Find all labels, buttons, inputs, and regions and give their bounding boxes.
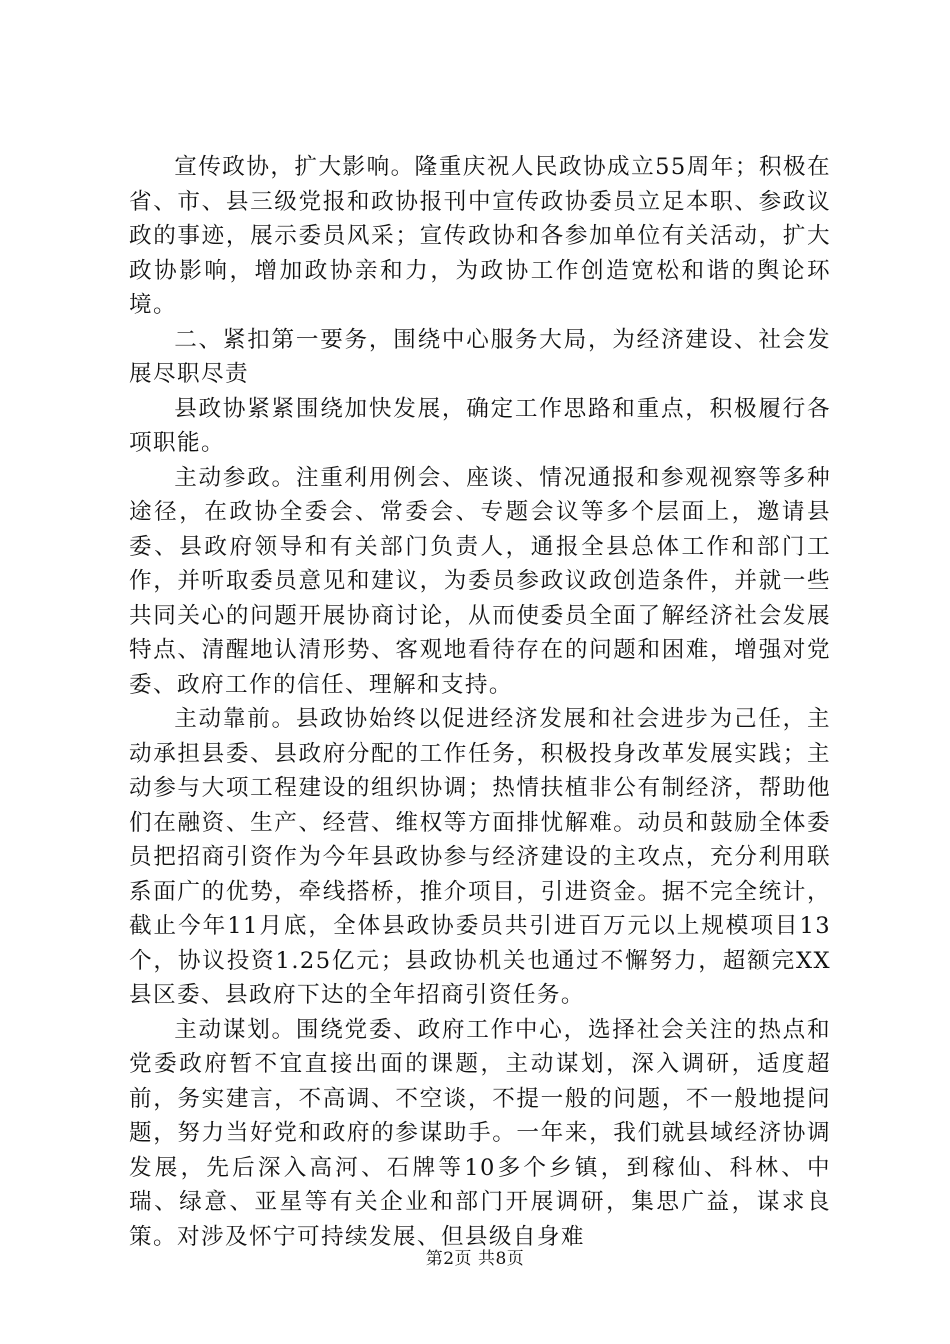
page-footer: 第2页 共8页: [425, 1249, 525, 1269]
paragraph-active-planning: 主动谋划。围绕党委、政府工作中心，选择社会关注的热点和党委政府暂不宜直接出面的课题，主动谋划，深入调研，适度超前，务实建言，不高调、不空谈，不提一般的问题，不一般地提问题，努力当好党和政府的参谋助手。一年来，我们就县域经济协调发展，先后深入高河、石牌等10多个乡镇，到稼仙、科林、中瑞、绿意、亚星等有关企业和部门开展调研，集思广益，谋求良策。对涉及怀宁可持续发展、但县级自身难: [129, 1016, 831, 1250]
paragraph-active-forward: 主动靠前。县政协始终以促进经济发展和社会进步为己任，主动承担县委、县政府分配的工作任务，积极投身改革发展实践；主动参与大项工程建设的组织协调；热情扶植非公有制经济，帮助他们在融资、生产、经营、维权等方面排忧解难。动员和鼓励全体委员把招商引资作为今年县政协参与经济建设的主攻点，充分利用联系面广的优势，牵线搭桥，推介项目，引进资金。据不完全统计，截止今年11月底，全体县政协委员共引进百万元以上规模项目13个，协议投资1.25亿元；县政协机关也通过不懈努力，超额完XX县区委、县政府下达的全年招商引资任务。: [129, 706, 831, 1008]
document-body: [129, 150, 831, 1254]
paragraph-publicity: 宣传政协，扩大影响。隆重庆祝人民政协成立55周年；积极在省、市、县三级党报和政协报刊中宣传政协委员立足本职、参政议政的事迹，展示委员风采；宣传政协和各参加单位有关活动，扩大政协影响，增加政协亲和力，为政协工作创造宽松和谐的舆论环境。: [129, 154, 831, 318]
paragraph-intro: 县政协紧紧围绕加快发展，确定工作思路和重点，积极履行各项职能。: [129, 395, 831, 456]
section-heading-two: 二、紧扣第一要务，围绕中心服务大局，为经济建设、社会发展尽职尽责: [129, 326, 831, 387]
paragraph-active-participation: 主动参政。注重利用例会、座谈、情况通报和参观视察等多种途径，在政协全委会、常委会、专题会议等多个层面上，邀请县委、县政府领导和有关部门负责人，通报全县总体工作和部门工作，并听取委员意见和建议，为委员参政议政创造条件，并就一些共同关心的问题开展协商讨论，从而使委员全面了解经济社会发展特点、清醒地认清形势、客观地看待存在的问题和困难，增强对党委、政府工作的信任、理解和支持。: [129, 464, 831, 698]
